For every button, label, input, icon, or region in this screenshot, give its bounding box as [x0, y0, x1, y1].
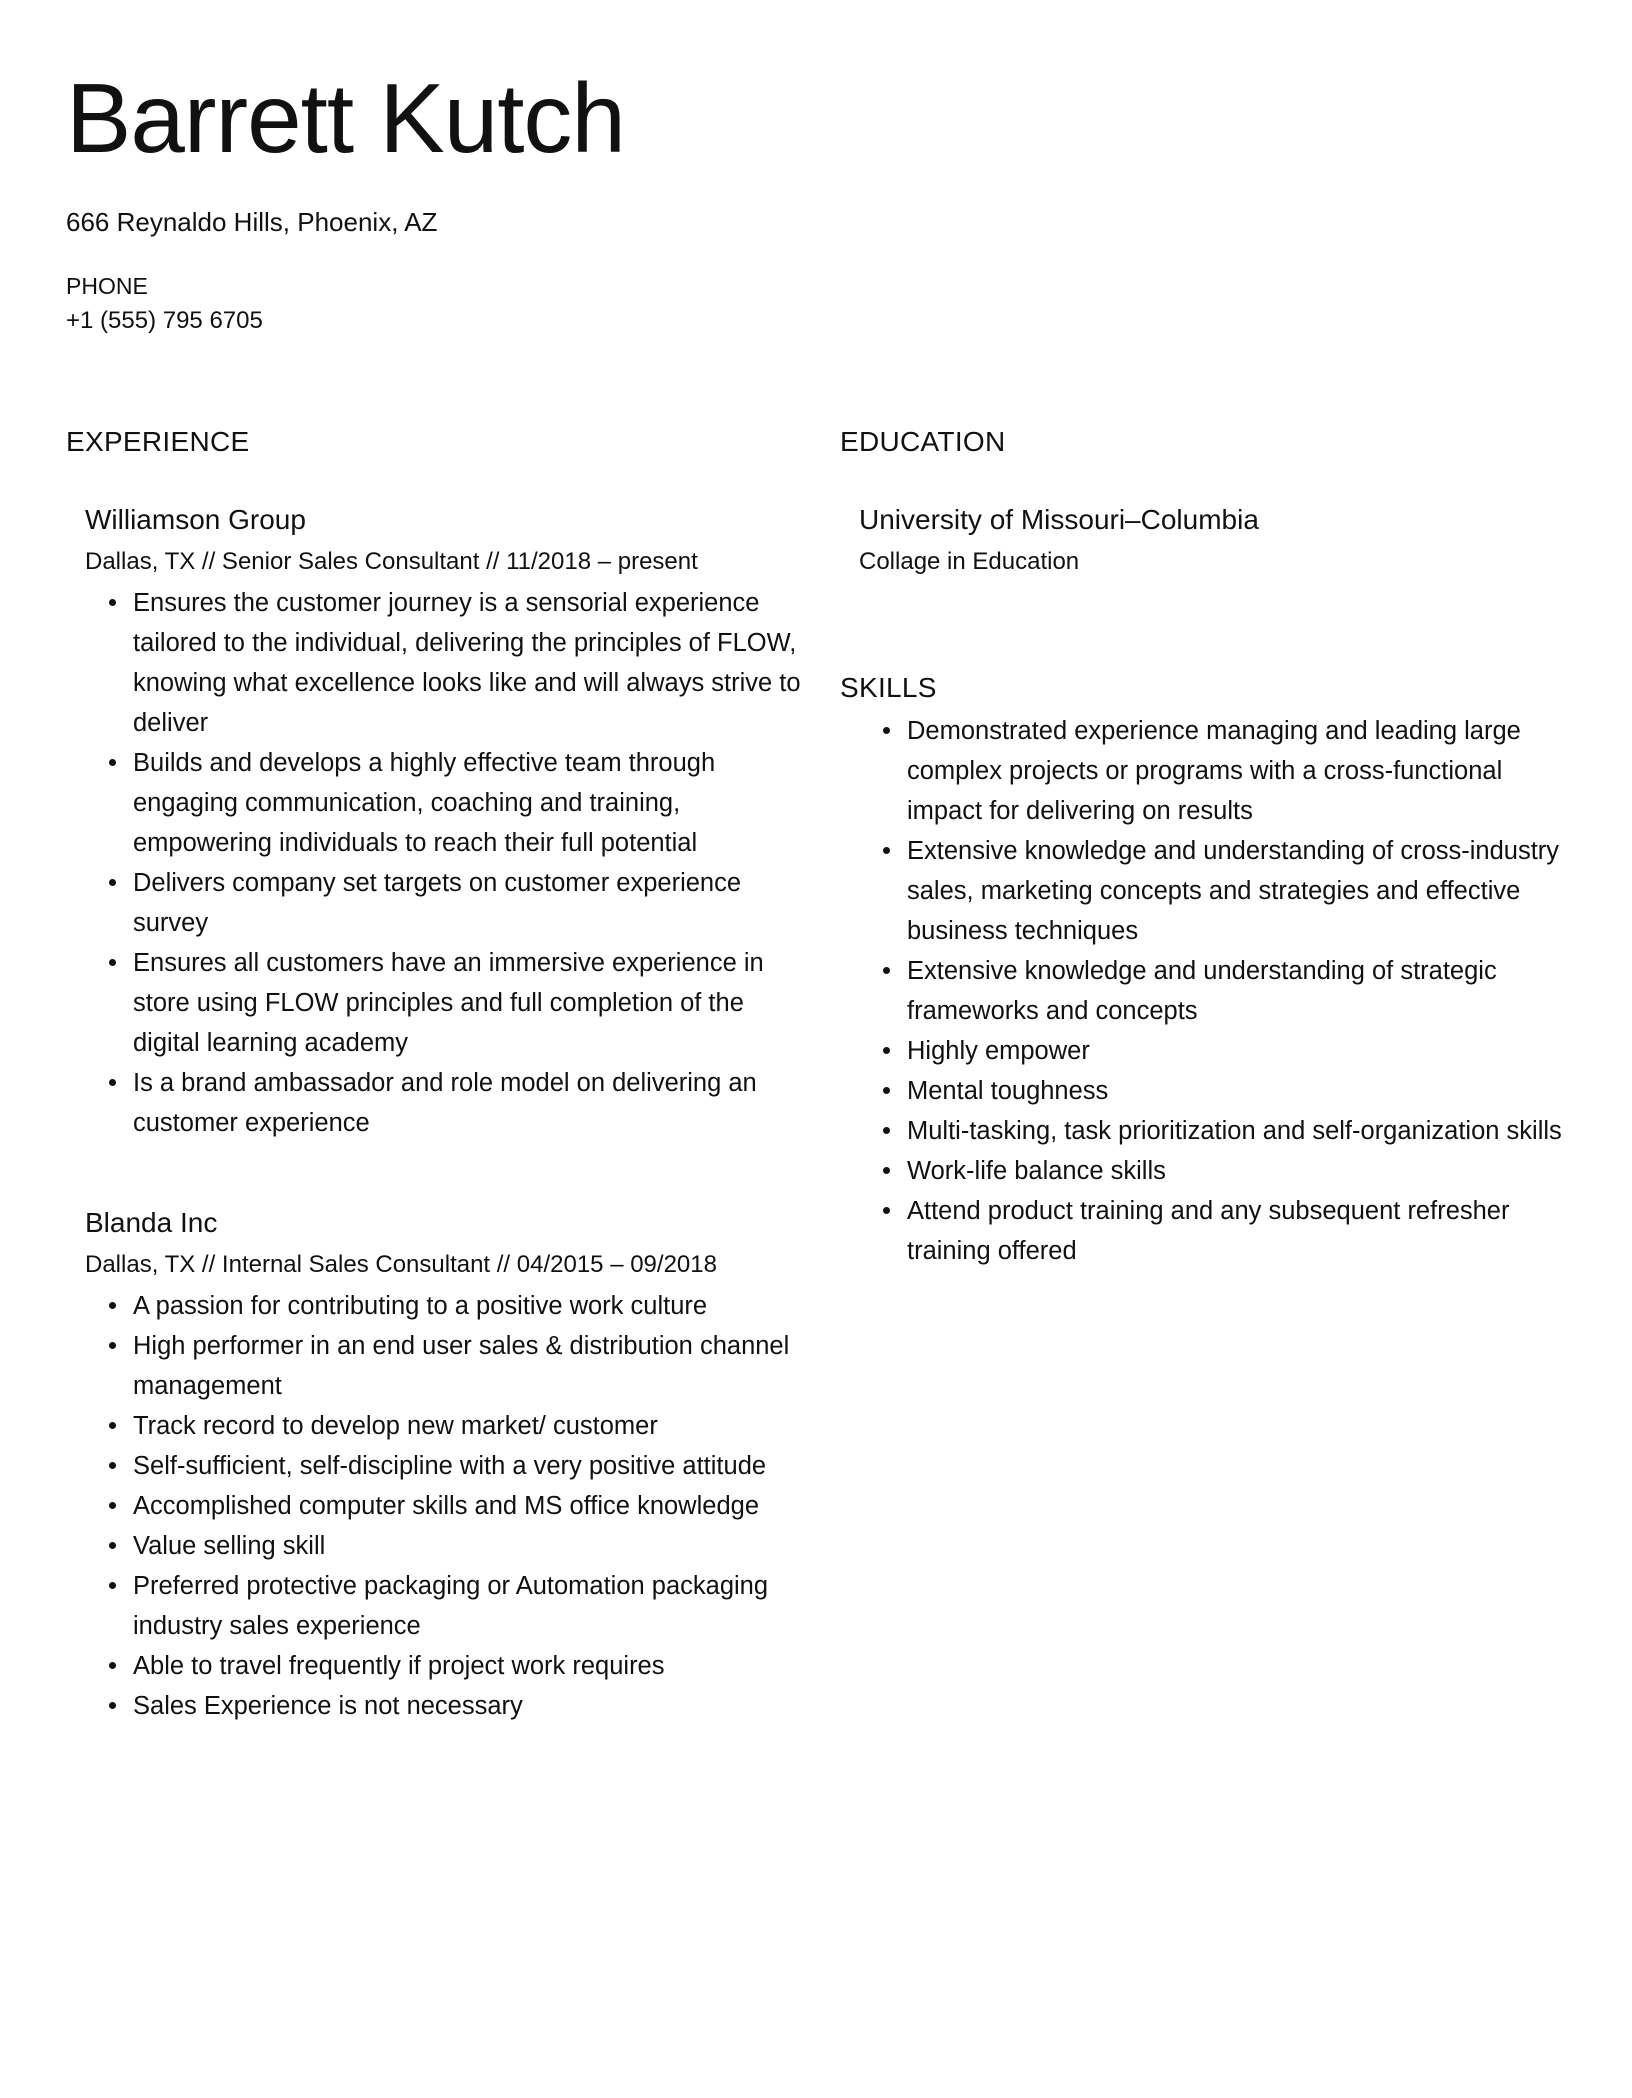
candidate-name: Barrett Kutch — [66, 63, 625, 173]
list-item: Is a brand ambassador and role model on delivering an customer experience — [85, 1063, 802, 1143]
skill-item: Extensive knowledge and understanding of cross-industry sales, marketing concepts and strategies and effective business techniques — [859, 831, 1570, 951]
job-meta: Dallas, TX // Internal Sales Consultant // 04/2015 – 09/2018 — [85, 1251, 717, 1278]
phone-number: +1 (555) 795 6705 — [66, 307, 263, 334]
phone-label: PHONE — [66, 273, 148, 299]
education-heading: EDUCATION — [840, 426, 1006, 457]
skill-item: Attend product training and any subsequent refresher training offered — [859, 1191, 1570, 1271]
list-item: Track record to develop new market/ customer — [85, 1406, 802, 1446]
job-responsibilities — [85, 583, 802, 1143]
education-entry — [859, 502, 1570, 578]
skill-item: Demonstrated experience managing and leading large complex projects or programs with a cross-functional impact for delivering on results — [859, 711, 1570, 831]
skill-item: Multi-tasking, task prioritization and self-organization skills — [859, 1111, 1570, 1151]
right-column — [840, 424, 1570, 1271]
list-item: Sales Experience is not necessary — [85, 1686, 802, 1726]
degree: Collage in Education — [859, 548, 1080, 575]
list-item: Builds and develops a highly effective team through engaging communication, coaching and training, empowering individuals to reach their full potential — [85, 743, 802, 863]
list-item: Preferred protective packaging or Automation packaging industry sales experience — [85, 1566, 802, 1646]
skill-item: Extensive knowledge and understanding of strategic frameworks and concepts — [859, 951, 1570, 1031]
experience-section — [66, 424, 802, 1726]
list-item: Accomplished computer skills and MS office knowledge — [85, 1486, 802, 1526]
list-item: Value selling skill — [85, 1526, 802, 1566]
skills-section — [840, 670, 1570, 1271]
list-item: Ensures the customer journey is a sensorial experience tailored to the individual, delivering the principles of FLOW, knowing what excellence looks like and will always strive to deliver — [85, 583, 802, 743]
employer-name: Williamson Group — [85, 504, 306, 535]
skill-item: Highly empower — [859, 1031, 1570, 1071]
skill-item: Work-life balance skills — [859, 1151, 1570, 1191]
skills-list — [859, 711, 1570, 1271]
experience-entry — [85, 1205, 802, 1726]
list-item: Ensures all customers have an immersive experience in store using FLOW principles and full completion of the digital learning academy — [85, 943, 802, 1063]
list-item: High performer in an end user sales & distribution channel management — [85, 1326, 802, 1406]
school-name: University of Missouri–Columbia — [859, 504, 1259, 535]
job-responsibilities — [85, 1286, 802, 1726]
experience-entry — [85, 502, 802, 1143]
employer-name: Blanda Inc — [85, 1207, 218, 1238]
skill-item: Mental toughness — [859, 1071, 1570, 1111]
education-section — [840, 424, 1570, 578]
job-meta: Dallas, TX // Senior Sales Consultant // 11/2018 – present — [85, 548, 698, 575]
list-item: A passion for contributing to a positive work culture — [85, 1286, 802, 1326]
list-item: Able to travel frequently if project work requires — [85, 1646, 802, 1686]
experience-heading: EXPERIENCE — [66, 426, 250, 457]
list-item: Delivers company set targets on customer experience survey — [85, 863, 802, 943]
list-item: Self-sufficient, self-discipline with a very positive attitude — [85, 1446, 802, 1486]
skills-heading: SKILLS — [840, 672, 937, 703]
address: 666 Reynaldo Hills, Phoenix, AZ — [66, 207, 438, 237]
